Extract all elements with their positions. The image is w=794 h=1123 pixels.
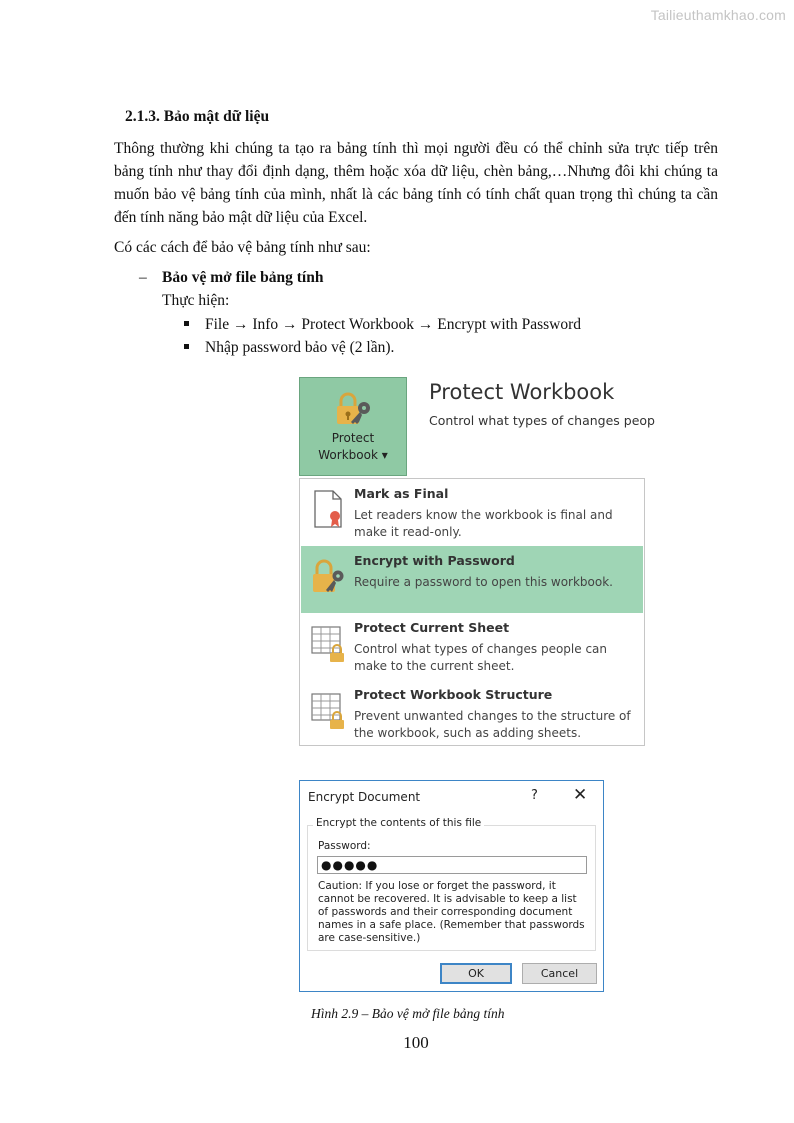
- cancel-button[interactable]: Cancel: [522, 963, 597, 984]
- menu-item-desc: Control what types of changes people can make to the current sheet.: [354, 642, 608, 673]
- caution-text: Caution: If you lose or forget the password, it cannot be recovered. It is advisable to keep a list of passwords and their corresponding document names in a safe place. (Remember that passwords are case-sensitive.): [318, 880, 585, 944]
- document-ribbon-icon: [311, 489, 347, 529]
- menu-item-title: Protect Current Sheet: [354, 620, 510, 635]
- menu-item-protect-workbook-structure[interactable]: [301, 680, 643, 747]
- lock-key-icon: [331, 390, 375, 428]
- watermark: Tailieuthamkhao.com: [650, 7, 786, 23]
- help-icon[interactable]: ?: [531, 788, 538, 803]
- encrypt-group: [307, 817, 596, 951]
- section-heading: 2.1.3. Bảo mật dữ liệu: [125, 108, 270, 125]
- sheet-lock-icon: [311, 623, 347, 663]
- menu-item-mark-as-final[interactable]: [301, 479, 643, 546]
- encrypt-document-dialog: [299, 780, 604, 992]
- method-title: Bảo vệ mở file bảng tính: [162, 269, 324, 286]
- bullet-text: File → Info → Protect Workbook → Encrypt with Password: [205, 316, 582, 333]
- dash-marker: –: [139, 269, 147, 286]
- method-item: [139, 269, 323, 287]
- steps-label: Thực hiện:: [162, 292, 230, 309]
- password-input[interactable]: ●●●●●: [317, 856, 587, 874]
- page-number: 100: [403, 1033, 429, 1052]
- methods-intro: Có các cách để bảo vệ bảng tính như sau:: [114, 239, 371, 256]
- bullet-square-icon: [184, 344, 189, 349]
- protect-workbook-button[interactable]: [299, 377, 407, 476]
- ok-button[interactable]: OK: [440, 963, 512, 984]
- menu-item-protect-current-sheet[interactable]: [301, 613, 643, 680]
- intro-paragraph: Thông thường khi chúng ta tạo ra bảng tính thì mọi người đều có thể chỉnh sửa trực tiếp trên bảng tính như thay đổi định dạng, thêm hoặc xóa dữ liệu, chèn bảng,…Nhưng đôi khi chúng ta muốn bảo vệ bảng tính của mình, nhất là các bảng tính có tính chất quan trọng thì chúng ta cần đến tính năng bảo mật dữ liệu của Excel.: [114, 140, 718, 226]
- lock-key-icon: [311, 556, 347, 596]
- workbook-lock-icon: [311, 690, 347, 730]
- dialog-title: Encrypt Document: [308, 790, 421, 804]
- menu-item-title: Encrypt with Password: [354, 553, 515, 568]
- bullet-item: [184, 339, 394, 357]
- panel-subtitle: Control what types of changes peop: [429, 413, 655, 428]
- menu-item-encrypt-with-password[interactable]: [301, 546, 643, 613]
- excel-screenshot: [298, 376, 655, 746]
- protect-dropdown-menu: [299, 478, 645, 746]
- menu-item-title: Mark as Final: [354, 486, 449, 501]
- menu-item-title: Protect Workbook Structure: [354, 687, 553, 702]
- bullet-item: [184, 316, 581, 334]
- bullet-text: Nhập password bảo vệ (2 lần).: [205, 339, 395, 356]
- menu-item-desc: Prevent unwanted changes to the structure of the workbook, such as adding sheets.: [354, 709, 631, 740]
- button-label-line2: Workbook ▾: [318, 448, 388, 462]
- figure-caption: Hình 2.9 – Bảo vệ mở file bảng tính: [311, 1006, 505, 1021]
- close-icon[interactable]: ✕: [573, 785, 588, 805]
- bullet-square-icon: [184, 321, 189, 326]
- group-label: Encrypt the contents of this file: [313, 817, 484, 829]
- menu-item-desc: Require a password to open this workbook.: [354, 575, 613, 589]
- button-label-line1: Protect: [331, 431, 375, 445]
- password-label: Password:: [318, 840, 371, 852]
- panel-title: Protect Workbook: [429, 380, 615, 404]
- menu-item-desc: Let readers know the workbook is final and make it read-only.: [354, 508, 613, 539]
